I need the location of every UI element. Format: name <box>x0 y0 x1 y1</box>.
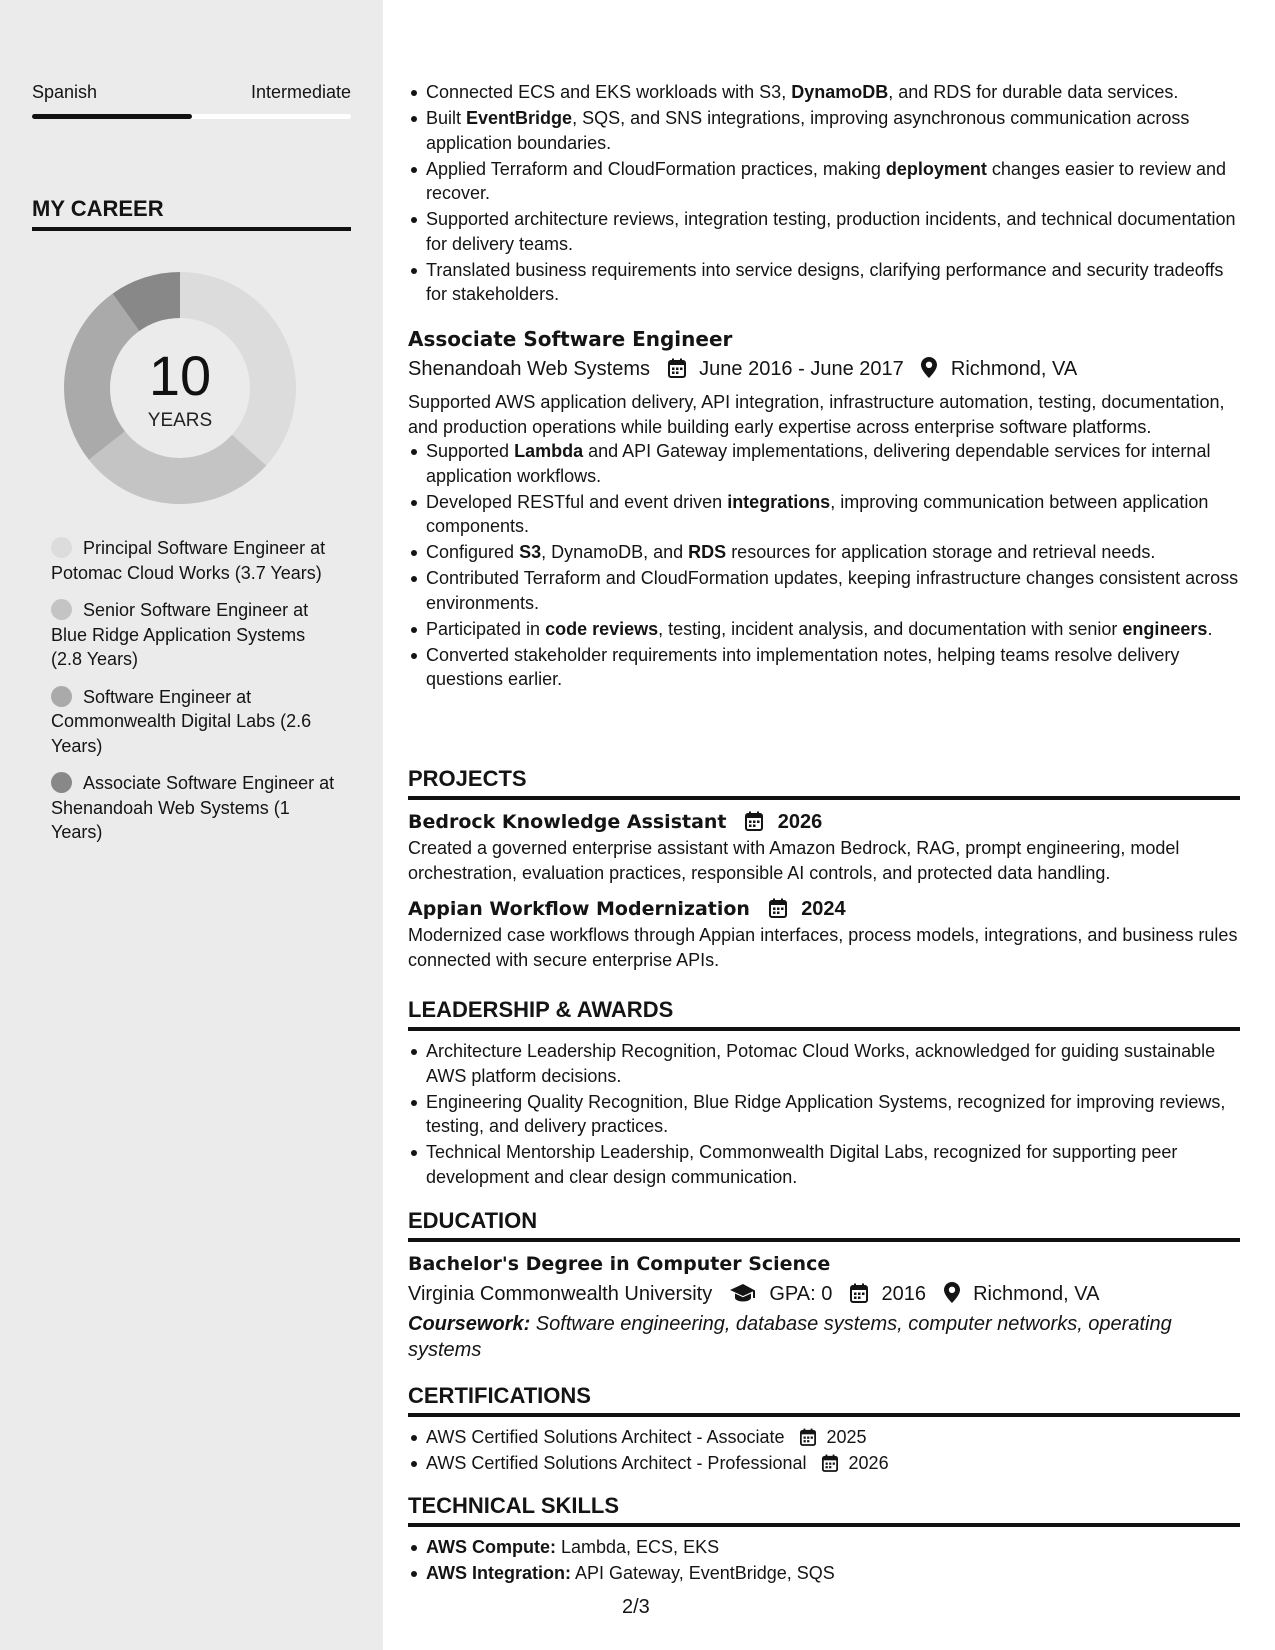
bullet-bold-text: RDS <box>688 542 727 562</box>
certification-item <box>408 1425 1240 1450</box>
job-entry <box>408 325 1240 693</box>
job-meta <box>408 354 1240 384</box>
language-name: Spanish <box>32 82 98 102</box>
skill-value: API Gateway, EventBridge, SQS <box>571 1563 835 1583</box>
degree-title: Bachelor's Degree in Computer Science <box>408 1253 831 1275</box>
bullet-text: Contributed Terraform and CloudFormation updates, keeping infrastructure changes consistent across environments. <box>426 568 1239 613</box>
bullet-item <box>408 157 1240 206</box>
language-row <box>32 82 351 104</box>
bullet-bold-text: code reviews <box>545 618 659 639</box>
skill-value: Lambda, ECS, EKS <box>556 1537 720 1557</box>
leadership-item: Engineering Quality Recognition, Blue Ridge Application Systems, recognized for improving reviews, testing, and delivery practices. <box>408 1090 1240 1139</box>
certifications-section <box>408 1383 1240 1477</box>
total-years-number: 10 <box>148 344 212 407</box>
bullet-text: Supported architecture reviews, integration testing, production incidents, and technical documentation for delivery teams. <box>426 209 1236 254</box>
bullet-item <box>408 106 1240 155</box>
skill-item <box>408 1561 1240 1586</box>
bullet-item <box>408 490 1240 539</box>
certification-name: AWS Certified Solutions Architect - Professional <box>426 1453 807 1473</box>
leadership-list <box>408 1039 1240 1189</box>
bullet-text: resources for application storage and retrieval needs. <box>726 542 1156 562</box>
bullet-text: Participated in <box>426 618 546 639</box>
bullet-bold-text: EventBridge <box>466 108 573 128</box>
career-legend-dot <box>51 772 72 793</box>
certifications-list <box>408 1425 1240 1476</box>
skill-label: AWS Compute: <box>426 1537 556 1557</box>
project-item <box>408 808 1240 885</box>
career-legend-dot <box>51 686 72 707</box>
bullet-text: , and RDS for durable data services. <box>888 82 1179 102</box>
education-meta <box>408 1279 1240 1309</box>
calendar-icon <box>822 1454 838 1472</box>
certification-item <box>408 1451 1240 1476</box>
coursework <box>408 1311 1240 1363</box>
job-bullets <box>408 439 1240 692</box>
bullet-text: Developed RESTful and event driven <box>426 491 728 512</box>
bullet-item <box>408 80 1240 105</box>
donut-label <box>64 272 296 504</box>
career-legend-item <box>51 536 341 585</box>
map-pin-icon <box>944 1282 960 1303</box>
language-proficiency-fill <box>32 114 192 119</box>
certification-year: 2026 <box>848 1453 889 1473</box>
main-content <box>408 0 1240 1650</box>
bullet-bold-text: DynamoDB <box>791 82 889 102</box>
career-legend-text: Senior Software Engineer at Blue Ridge Application Systems (2.8 Years) <box>51 600 309 669</box>
skills-heading: TECHNICAL SKILLS <box>408 1493 1240 1527</box>
career-legend-item <box>51 685 341 759</box>
bullet-text: Connected ECS and EKS workloads with S3, <box>426 82 792 102</box>
bullet-text: , testing, incident analysis, and documentation with senior <box>658 618 1123 639</box>
bullet-item <box>408 439 1240 488</box>
certification-year: 2025 <box>826 1427 867 1447</box>
page-number: 2/3 <box>622 1596 650 1618</box>
skill-item <box>408 1535 1240 1560</box>
bullet-bold-text: engineers <box>1122 618 1208 639</box>
language-level: Intermediate <box>250 82 351 102</box>
career-legend-text: Software Engineer at Commonwealth Digital Labs (2.6 Years) <box>51 686 312 756</box>
certifications-heading: CERTIFICATIONS <box>408 1383 1240 1417</box>
coursework-text: Software engineering, database systems, computer networks, operating systems <box>408 1313 1172 1361</box>
education-heading: EDUCATION <box>408 1208 1240 1242</box>
project-title: Appian Workflow Modernization <box>408 898 750 920</box>
bullet-item <box>408 617 1240 642</box>
projects-heading: PROJECTS <box>408 766 1240 800</box>
project-description: Created a governed enterprise assistant with Amazon Bedrock, RAG, prompt engineering, model orchestration, evaluation practices, responsible AI controls, and protected data handling. <box>408 838 1180 883</box>
total-years-unit: YEARS <box>147 410 213 431</box>
bullet-item <box>408 207 1240 256</box>
project-title-row <box>408 895 1240 923</box>
career-legend-dot <box>51 599 72 620</box>
job-title: Associate Software Engineer <box>408 327 733 351</box>
bullet-text: , DynamoDB, and <box>541 542 689 562</box>
map-pin-icon <box>921 357 937 378</box>
leadership-heading: LEADERSHIP & AWARDS <box>408 997 1240 1031</box>
projects-section <box>408 766 1240 972</box>
calendar-icon <box>769 898 787 918</box>
career-legend-text: Principal Software Engineer at Potomac Cloud Works (3.7 Years) <box>51 538 326 583</box>
project-title: Bedrock Knowledge Assistant <box>408 811 727 833</box>
bullet-text: Converted stakeholder requirements into implementation notes, helping teams resolve delivery questions earlier. <box>426 644 1180 689</box>
job-dates: June 2016 - June 2017 <box>699 358 904 380</box>
leadership-section <box>408 997 1240 1191</box>
bullet-item <box>408 643 1240 692</box>
career-legend-item <box>51 771 341 845</box>
calendar-icon <box>850 1283 868 1303</box>
calendar-icon <box>745 811 763 831</box>
bullet-item <box>408 258 1240 307</box>
bullet-bold-text: integrations <box>727 491 831 512</box>
coursework-label: Coursework: <box>408 1313 531 1335</box>
bullet-text: Configured <box>426 542 520 562</box>
project-item <box>408 895 1240 972</box>
bullet-text: , SQS, and SNS integrations, improving asynchronous communication across application boundaries. <box>426 108 1190 153</box>
gpa: GPA: 0 <box>769 1283 833 1305</box>
bullet-item <box>408 540 1240 565</box>
job-summary: Supported AWS application delivery, API integration, infrastructure automation, testing, documentation, and production operations while building early expertise across enterprise software platforms. <box>408 392 1225 437</box>
career-legend-dot <box>51 537 72 558</box>
bullet-text: changes easier to review and recover. <box>426 158 1227 203</box>
bullet-bold-text: S3 <box>519 542 542 562</box>
leadership-item: Architecture Leadership Recognition, Potomac Cloud Works, acknowledged for guiding sustainable AWS platform decisions. <box>408 1039 1240 1088</box>
school-location: Richmond, VA <box>973 1283 1100 1305</box>
project-year: 2024 <box>801 898 846 920</box>
certification-name: AWS Certified Solutions Architect - Associate <box>426 1427 785 1447</box>
graduation-year: 2016 <box>881 1283 926 1305</box>
bullet-item <box>408 566 1240 615</box>
graduation-cap-icon <box>730 1283 756 1303</box>
project-title-row <box>408 808 1240 836</box>
previous-role-bullets <box>408 80 1240 308</box>
bullet-text: Applied Terraform and CloudFormation practices, making <box>426 158 886 179</box>
school-name: Virginia Commonwealth University <box>408 1283 713 1305</box>
language-proficiency-bar <box>32 114 351 119</box>
bullet-bold-text: deployment <box>885 158 987 179</box>
job-location: Richmond, VA <box>950 358 1078 380</box>
career-legend-text: Associate Software Engineer at Shenandoah Web Systems (1 Years) <box>51 773 335 842</box>
job-company: Shenandoah Web Systems <box>408 358 651 380</box>
career-legend <box>51 536 341 858</box>
education-section <box>408 1208 1240 1363</box>
career-legend-item <box>51 598 341 672</box>
project-description: Modernized case workflows through Appian interfaces, process models, integrations, and business rules connected with secure enterprise APIs. <box>408 925 1238 970</box>
calendar-icon <box>668 358 686 378</box>
bullet-text: . <box>1207 618 1213 639</box>
bullet-text: , improving communication between application components. <box>426 491 1209 536</box>
project-year: 2026 <box>777 811 823 833</box>
calendar-icon <box>800 1428 816 1446</box>
bullet-bold-text: Lambda <box>514 441 584 461</box>
skills-section <box>408 1493 1240 1587</box>
skills-list <box>408 1535 1240 1586</box>
skill-label: AWS Integration: <box>426 1563 571 1583</box>
bullet-text: Supported <box>426 441 515 461</box>
bullet-text: Built <box>426 108 467 128</box>
bullet-text: Translated business requirements into service designs, clarifying performance and security tradeoffs for stakeholders. <box>426 259 1224 304</box>
sidebar <box>0 0 383 1650</box>
career-heading: MY CAREER <box>32 196 351 231</box>
leadership-item: Technical Mentorship Leadership, Commonwealth Digital Labs, recognized for supporting peer development and clear design communication. <box>408 1140 1240 1189</box>
bullet-text: and API Gateway implementations, delivering dependable services for internal application workflows. <box>426 441 1211 486</box>
